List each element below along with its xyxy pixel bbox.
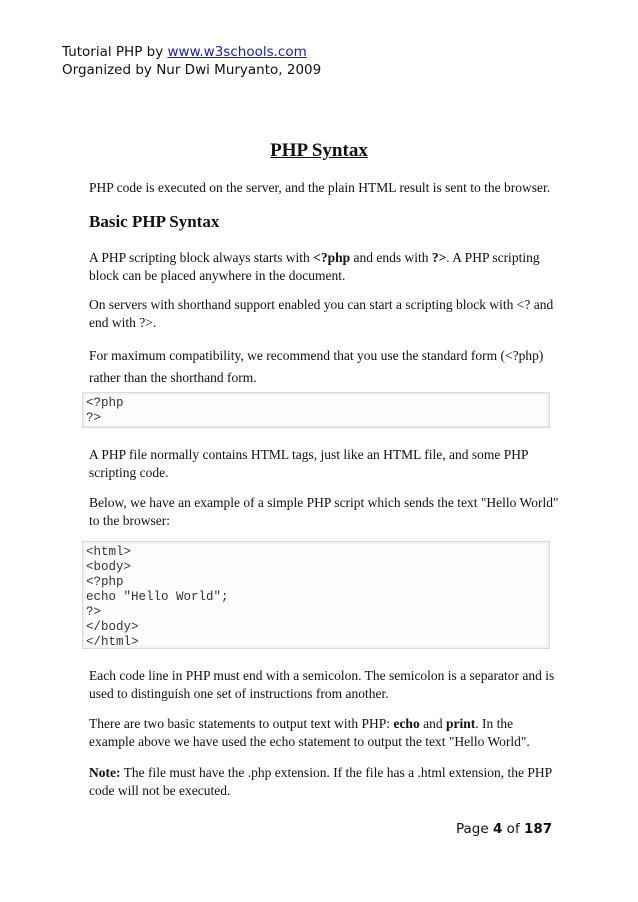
of-word: of xyxy=(502,821,524,837)
note-label: Note: xyxy=(89,765,121,780)
p1-open-tag: <?php xyxy=(313,250,351,265)
intro-paragraph: PHP code is executed on the server, and the plain HTML result is sent to the browser. xyxy=(89,180,551,195)
p7-echo: echo xyxy=(393,716,420,731)
note-text: The file must have the .php extension. If the file has a .html extension, the PHP code will not be executed. xyxy=(89,765,552,798)
header-line-2: Organized by Nur Dwi Muryanto, 2009 xyxy=(62,62,322,78)
paragraph-semicolon: Each code line in PHP must end with a semicolon. The semicolon is a separator and is used to distinguish one set of instructions from another. xyxy=(89,668,555,701)
page-number xyxy=(456,821,552,837)
p7-print: print xyxy=(445,716,476,731)
p3-line-2: rather than the shorthand form. xyxy=(89,370,257,385)
total-pages: 187 xyxy=(524,821,553,837)
p1-after: . A PHP scripting block can be placed anywhere in the document. xyxy=(89,250,540,283)
p1-close-tag: ?> xyxy=(431,250,447,265)
code-block-hello-world: <html> <body> <?php echo "Hello World"; ?> </body> </html> xyxy=(82,541,550,649)
page-title: PHP Syntax xyxy=(270,140,368,161)
paragraph-html-tags: A PHP file normally contains HTML tags, just like an HTML file, and some PHP scripting code. xyxy=(89,447,528,480)
current-page: 4 xyxy=(492,821,503,837)
header-prefix: Tutorial PHP by xyxy=(62,44,168,60)
header-line-1 xyxy=(62,43,321,61)
code-block-php-tags: <?php ?> xyxy=(82,392,550,428)
p1-middle: and ends with xyxy=(350,250,432,265)
p1-before: A PHP scripting block always starts with xyxy=(89,250,314,265)
page-word: Page xyxy=(456,821,493,837)
page-header xyxy=(62,43,321,79)
paragraph-shorthand: On servers with shorthand support enabled you can start a scripting block with <? and end with ?>. xyxy=(89,297,554,330)
section-heading: Basic PHP Syntax xyxy=(89,212,220,231)
p3-line-1: For maximum compatibility, we recommend that you use the standard form (<?php) xyxy=(89,348,544,363)
w3schools-link[interactable]: www.w3schools.com xyxy=(167,44,307,60)
paragraph-note xyxy=(89,764,559,800)
paragraph-scripting-block xyxy=(89,249,559,285)
paragraph-echo-print xyxy=(89,715,559,751)
paragraph-example-intro: Below, we have an example of a simple PHP script which sends the text "Hello World" to the browser: xyxy=(89,495,559,528)
p7-after: . In the example above we have used the echo statement to output the text "Hello World". xyxy=(89,716,530,749)
p7-and: and xyxy=(419,716,446,731)
paragraph-compatibility xyxy=(89,345,569,389)
p7-before: There are two basic statements to output text with PHP: xyxy=(89,716,394,731)
